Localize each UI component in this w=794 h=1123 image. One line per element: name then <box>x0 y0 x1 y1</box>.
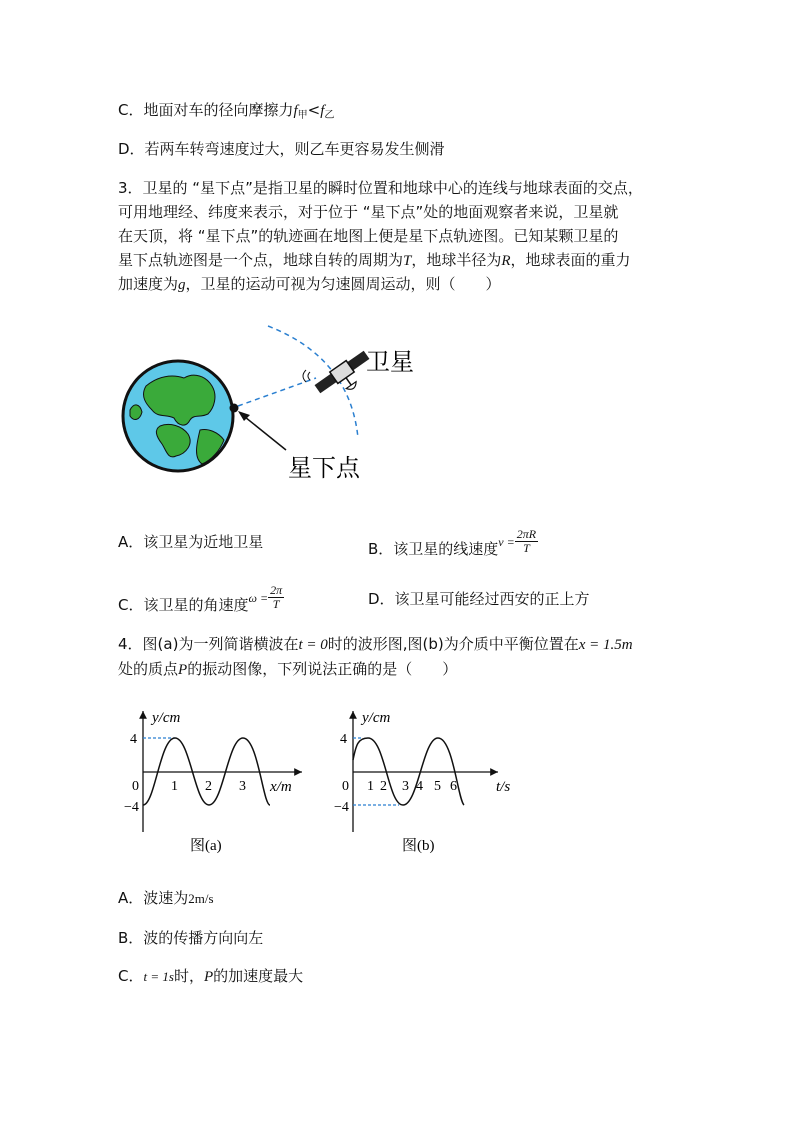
graph-b-caption: 图(b) <box>402 838 435 854</box>
graph-b <box>330 705 520 860</box>
graph-b-xtick-5: 5 <box>434 779 441 794</box>
graph-a-caption: 图(a) <box>190 838 222 854</box>
graph-b-xtick-1: 1 <box>367 779 374 794</box>
graph-a-xtick-1: 1 <box>171 779 178 794</box>
graph-b-ytick-4: 4 <box>340 732 347 747</box>
graph-b-xtick-4: 4 <box>416 779 423 794</box>
graph-a-ytick-0: 0 <box>132 779 139 794</box>
satellite-label: 卫星 <box>366 350 414 376</box>
orbit-arc <box>268 326 358 438</box>
subpoint-arrow <box>240 413 286 450</box>
subpoint-dot <box>230 404 239 413</box>
q3-option-a: A．该卫星为近地卫星 <box>118 533 264 551</box>
graph-a-xtick-2: 2 <box>205 779 212 794</box>
graph-b-ylabel: y/cm <box>362 710 391 726</box>
q3-option-b: B．该卫星的线速度v = $\frac{2\pi R}{T}$ <box>368 527 537 558</box>
q2-option-c: C．地面对车的径向摩擦力$f_甲<f_乙$ <box>118 101 335 121</box>
q3-stem-line-5: 加速度为g，卫星的运动可视为匀速圆周运动，则（ ） <box>118 275 501 293</box>
q4-stem-line-2: 处的质点P的振动图像，下列说法正确的是（ ） <box>118 660 458 678</box>
graph-b-ytick-0: 0 <box>342 779 349 794</box>
subpoint-label: 星下点 <box>288 456 360 482</box>
q2-option-d: D．若两车转弯速度过大，则乙车更容易发生侧滑 <box>118 140 445 158</box>
graph-b-xtick-6: 6 <box>450 779 457 794</box>
q3-stem-line-2: 可用地理经、纬度来表示，对于位于 “星下点”处的地面观察者来说，卫星就 <box>118 203 619 221</box>
graph-b-xtick-2: 2 <box>380 779 387 794</box>
graph-a-ytick-4: 4 <box>130 732 137 747</box>
q3-option-c: C．该卫星的角速度ω = $\frac{2\pi}{T}$ <box>118 583 283 614</box>
graph-a-ylabel: y/cm <box>152 710 181 726</box>
q3-stem-line-1: 3．卫星的 “星下点”是指卫星的瞬时位置和地球中心的连线与地球表面的交点， <box>118 179 643 197</box>
q4-option-b: B．波的传播方向向左 <box>118 929 264 947</box>
q3-stem-line-3: 在天顶，将 “星下点”的轨迹画在地图上便是星下点轨迹图。已知某颗卫星的 <box>118 227 619 245</box>
graph-b-ytick-neg4: −4 <box>334 800 349 815</box>
satellite-figure <box>120 318 440 498</box>
q4-option-a: A．波速为2m/s <box>118 889 214 907</box>
earth-icon <box>123 361 233 471</box>
q4-option-c: C．t = 1s时，P的加速度最大 <box>118 967 304 985</box>
q3-option-d: D．该卫星可能经过西安的正上方 <box>368 590 590 608</box>
q4-stem-line-1: 4．图(a)为一列简谐横波在t = 0时的波形图,图(b)为介质中平衡位置在x = 1.5m <box>118 635 633 653</box>
graph-a-xlabel: x/m <box>270 779 292 795</box>
graph-a <box>120 705 310 860</box>
graph-a-xtick-3: 3 <box>239 779 246 794</box>
graph-a-ytick-neg4: −4 <box>124 800 139 815</box>
graph-b-xtick-3: 3 <box>402 779 409 794</box>
q3-stem-line-4: 星下点轨迹图是一个点，地球自转的周期为T，地球半径为R，地球表面的重力 <box>118 251 631 269</box>
graph-b-xlabel: t/s <box>496 779 511 795</box>
satellite-earth-line <box>238 378 316 406</box>
